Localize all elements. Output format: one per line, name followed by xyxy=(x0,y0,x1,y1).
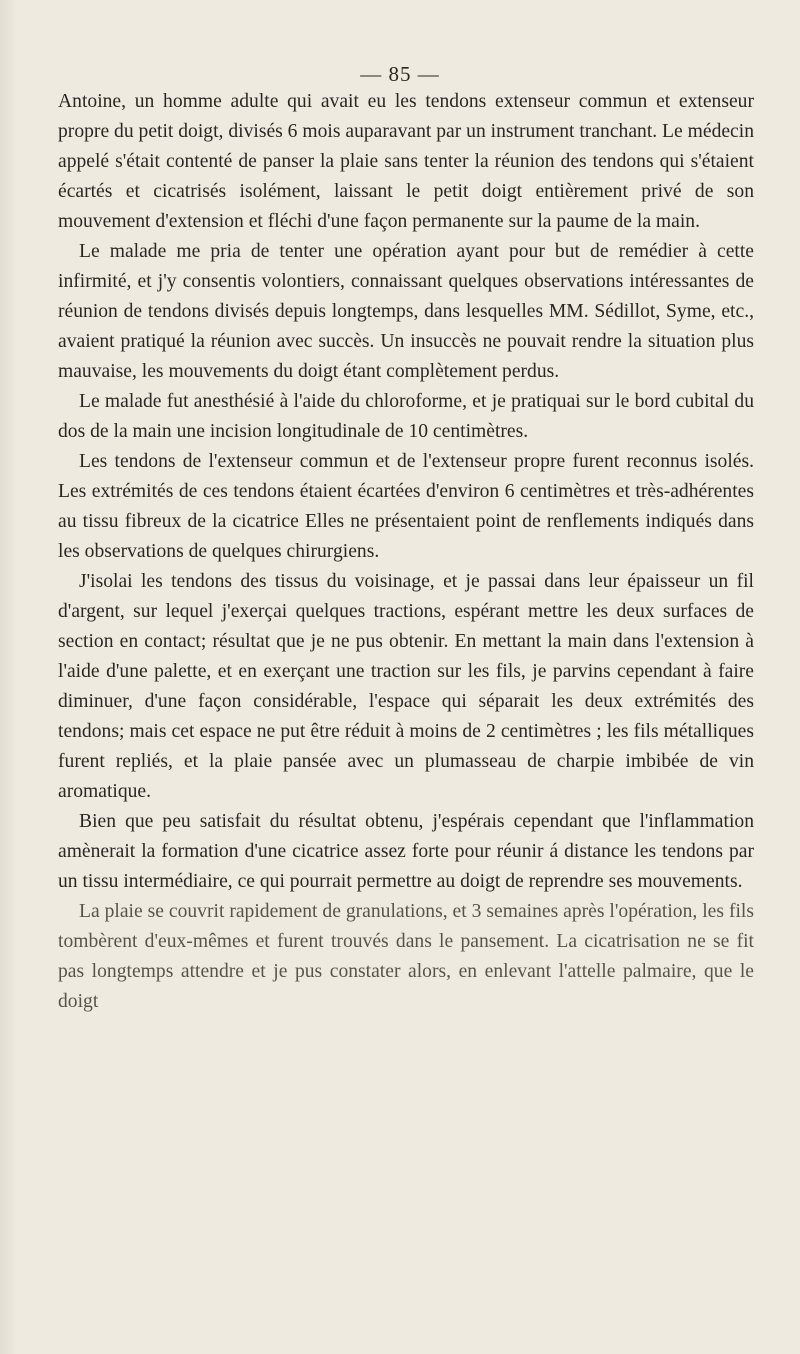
body-text xyxy=(58,87,754,1017)
paragraph-4: Les tendons de l'extenseur commun et de l'extenseur propre furent reconnus isolés. Les extrémités de ces tendons étaient écartées d'environ 6 centimètres et très-adhérentes au tissu fibreux de la cicatrice Elles ne présentaient point de renflements indiqués dans les observations de quelques chirurgiens. xyxy=(58,451,754,562)
paragraph-7: La plaie se couvrit rapidement de granulations, et 3 semaines après l'opération, les fils tombèrent d'eux-mêmes et furent trouvés dans le pansement. La cicatrisation ne se fit pas longtemps attendre et je pus constater alors, en enlevant l'attelle palmaire, que le doigt xyxy=(58,901,754,1012)
paragraph-2: Le malade me pria de tenter une opération ayant pour but de remédier à cette infirmité, et j'y consentis volontiers, connaissant quelques observations intéressantes de réunion de tendons divisés depuis longtemps, dans lesquelles MM. Sédillot, Syme, etc., avaient pratiqué la réunion avec succès. Un insuccès ne pouvait rendre la situation plus mauvaise, les mouvements du doigt étant complètement perdus. xyxy=(58,241,754,382)
paragraph-3: Le malade fut anesthésié à l'aide du chloroforme, et je pratiquai sur le bord cubital du dos de la main une incision longitudinale de 10 centimètres. xyxy=(58,391,754,442)
paragraph-5: J'isolai les tendons des tissus du voisinage, et je passai dans leur épaisseur un fil d'argent, sur lequel j'exerçai quelques tractions, espérant mettre les deux surfaces de section en contact; résultat que je ne pus obtenir. En mettant la main dans l'extension à l'aide d'une palette, et en exerçant une traction sur les fils, je parvins cependant à faire diminuer, d'une façon considérable, l'espace qui séparait les deux extrémités des tendons; mais cet espace ne put être réduit à moins de 2 centimètres ; les fils métalliques furent repliés, et la plaie pansée avec un plumasseau de charpie imbibée de vin aromatique. xyxy=(58,571,754,802)
paragraph-6: Bien que peu satisfait du résultat obtenu, j'espérais cependant que l'inflammation amènerait la formation d'une cicatrice assez forte pour réunir á distance les tendons par un tissu intermédiaire, ce qui pourrait permettre au doigt de reprendre ses mouvements. xyxy=(58,811,754,892)
page-number: — 85 — xyxy=(360,62,440,86)
paragraph-1: Antoine, un homme adulte qui avait eu les tendons extenseur commun et extenseur propre du petit doigt, divisés 6 mois auparavant par un instrument tranchant. Le médecin appelé s'était contenté de panser la plaie sans tenter la réunion des tendons qui s'étaient écartés et cicatrisés isolément, laissant le petit doigt entièrement privé de son mouvement d'extension et fléchi d'une façon permanente sur la paume de la main. xyxy=(58,91,754,232)
